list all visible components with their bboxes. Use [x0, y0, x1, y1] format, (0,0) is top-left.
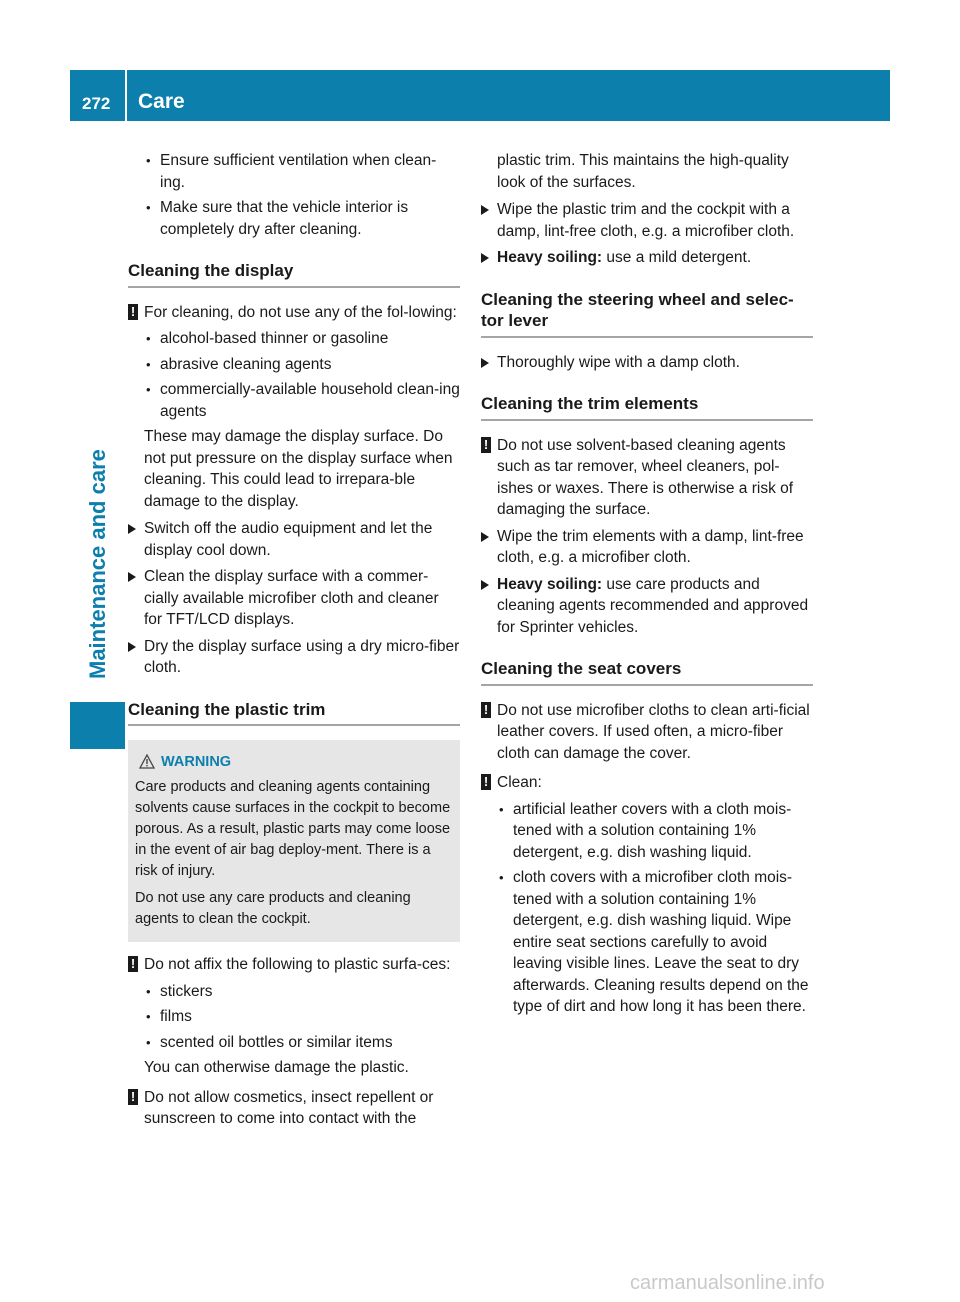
watermark: carmanualsonline.info [630, 1272, 825, 1294]
step-text: Thoroughly wipe with a damp cloth. [497, 353, 740, 371]
heading-cleaning-trim: Cleaning the trim elements [481, 393, 813, 421]
list-item: • Ensure sufficient ventilation when clean-ing. [128, 150, 460, 193]
arrow-right-icon [128, 524, 136, 534]
header-divider [125, 70, 127, 121]
warning-text: Care products and cleaning agents containing solvents cause surfaces in the cockpit to become porous. As a result, plastic parts may come loose in the event of air bag deploy-ment. There is a risk of injury. [135, 779, 451, 879]
step [128, 566, 460, 631]
heading-cleaning-seats: Cleaning the seat covers [481, 658, 813, 686]
arrow-right-icon [481, 205, 489, 215]
step [481, 247, 813, 269]
side-tab-block [70, 702, 125, 749]
exclamation-icon: ! [481, 774, 491, 790]
step-bold-label: Heavy soiling: [497, 249, 603, 266]
note [481, 772, 813, 794]
step [481, 199, 813, 242]
note [128, 954, 460, 976]
right-column [481, 150, 813, 1022]
heading-cleaning-plastic: Cleaning the plastic trim [128, 699, 460, 727]
note [128, 1087, 460, 1130]
warning-box [128, 740, 460, 942]
list-item: • commercially-available household clean-ing agents [128, 379, 460, 422]
note-text: Do not affix the following to plastic surfa-ces: [144, 956, 451, 973]
heading-cleaning-display: Cleaning the display [128, 260, 460, 288]
list-item: • abrasive cleaning agents [128, 354, 460, 376]
exclamation-icon: ! [481, 437, 491, 453]
exclamation-icon: ! [128, 1089, 138, 1105]
step [481, 574, 813, 639]
note-continuation: plastic trim. This maintains the high-quality look of the surfaces. [497, 152, 789, 191]
step-text: use care products and cleaning agents recommended and approved for Sprinter vehicles. [497, 575, 809, 636]
list-item: • films [128, 1006, 460, 1028]
arrow-right-icon [481, 580, 489, 590]
exclamation-icon: ! [128, 956, 138, 972]
page-header [70, 70, 890, 121]
step-text: Clean the display surface with a commer-cially available microfiber cloth and cleaner for TFT/LCD displays. [144, 568, 439, 628]
note-outro: These may damage the display surface. Do not put pressure on the display surface when cleaning. This could lead to irrepara-ble damage to the display. [144, 428, 453, 510]
step-bold-label: Heavy soiling: [497, 575, 603, 593]
note-text: For cleaning, do not use any of the fol-lowing: [144, 303, 457, 321]
exclamation-icon: ! [128, 304, 138, 320]
warning-title [135, 752, 452, 773]
arrow-right-icon [128, 642, 136, 652]
note-text: Do not use solvent-based cleaning agents such as tar remover, wheel cleaners, pol-ishes or waxes. There is otherwise a risk of damaging the surface. [497, 436, 794, 518]
heading-cleaning-steering: Cleaning the steering wheel and selec-tor lever [481, 289, 813, 338]
page-title: Care [138, 90, 185, 113]
step-text: Wipe the trim elements with a damp, lint-free cloth, e.g. a microfiber cloth. [497, 527, 804, 566]
side-label-text: Maintenance and care [85, 449, 110, 679]
warning-text: Do not use any care products and cleaning agents to clean the cockpit. [135, 890, 411, 927]
step [128, 518, 460, 561]
arrow-right-icon [481, 253, 489, 263]
list-item: • Make sure that the vehicle interior is completely dry after cleaning. [128, 197, 460, 240]
note [481, 700, 813, 765]
warning-triangle-icon [139, 754, 155, 769]
step [128, 636, 460, 679]
note-outro: You can otherwise damage the plastic. [144, 1059, 409, 1076]
arrow-right-icon [481, 532, 489, 542]
list-item: • stickers [128, 981, 460, 1003]
note-text: Do not allow cosmetics, insect repellent or sunscreen to come into contact with the [144, 1088, 434, 1127]
note-text: Clean: [497, 774, 542, 791]
warning-title-text: WARNING [161, 754, 232, 770]
section-side-label [70, 122, 125, 702]
note-text: Do not use microfiber cloths to clean arti-ficial leather covers. If used often, a micro-fiber cloth can damage the cover. [497, 701, 810, 762]
list-item: • scented oil bottles or similar items [128, 1032, 460, 1054]
step [481, 352, 813, 374]
list-item: • cloth covers with a microfiber cloth mois-tened with a solution containing 1% detergent, e.g. dish washing liquid. Wipe entire seat sections carefully to avoid leaving visible lines. Leave the seat to dry afterwards. Cleaning results depend on the type of dirt and how long it has been there. [481, 867, 813, 1018]
left-column [128, 150, 460, 1135]
arrow-right-icon [128, 572, 136, 582]
note [128, 302, 460, 324]
step-text: Switch off the audio equipment and let the display cool down. [144, 520, 433, 559]
list-item: • artificial leather covers with a cloth mois-tened with a solution containing 1% detergent, e.g. dish washing liquid. [481, 799, 813, 864]
page-number: 272 [82, 94, 111, 113]
step-text: use a mild detergent. [602, 249, 752, 266]
list-item: • alcohol-based thinner or gasoline [128, 328, 460, 350]
exclamation-icon: ! [481, 702, 491, 718]
step-text: Dry the display surface using a dry micro-fiber cloth. [144, 637, 460, 676]
arrow-right-icon [481, 358, 489, 368]
step-text: Wipe the plastic trim and the cockpit with a damp, lint-free cloth, e.g. a microfiber cloth. [497, 201, 795, 240]
step [481, 526, 813, 569]
note [481, 435, 813, 521]
